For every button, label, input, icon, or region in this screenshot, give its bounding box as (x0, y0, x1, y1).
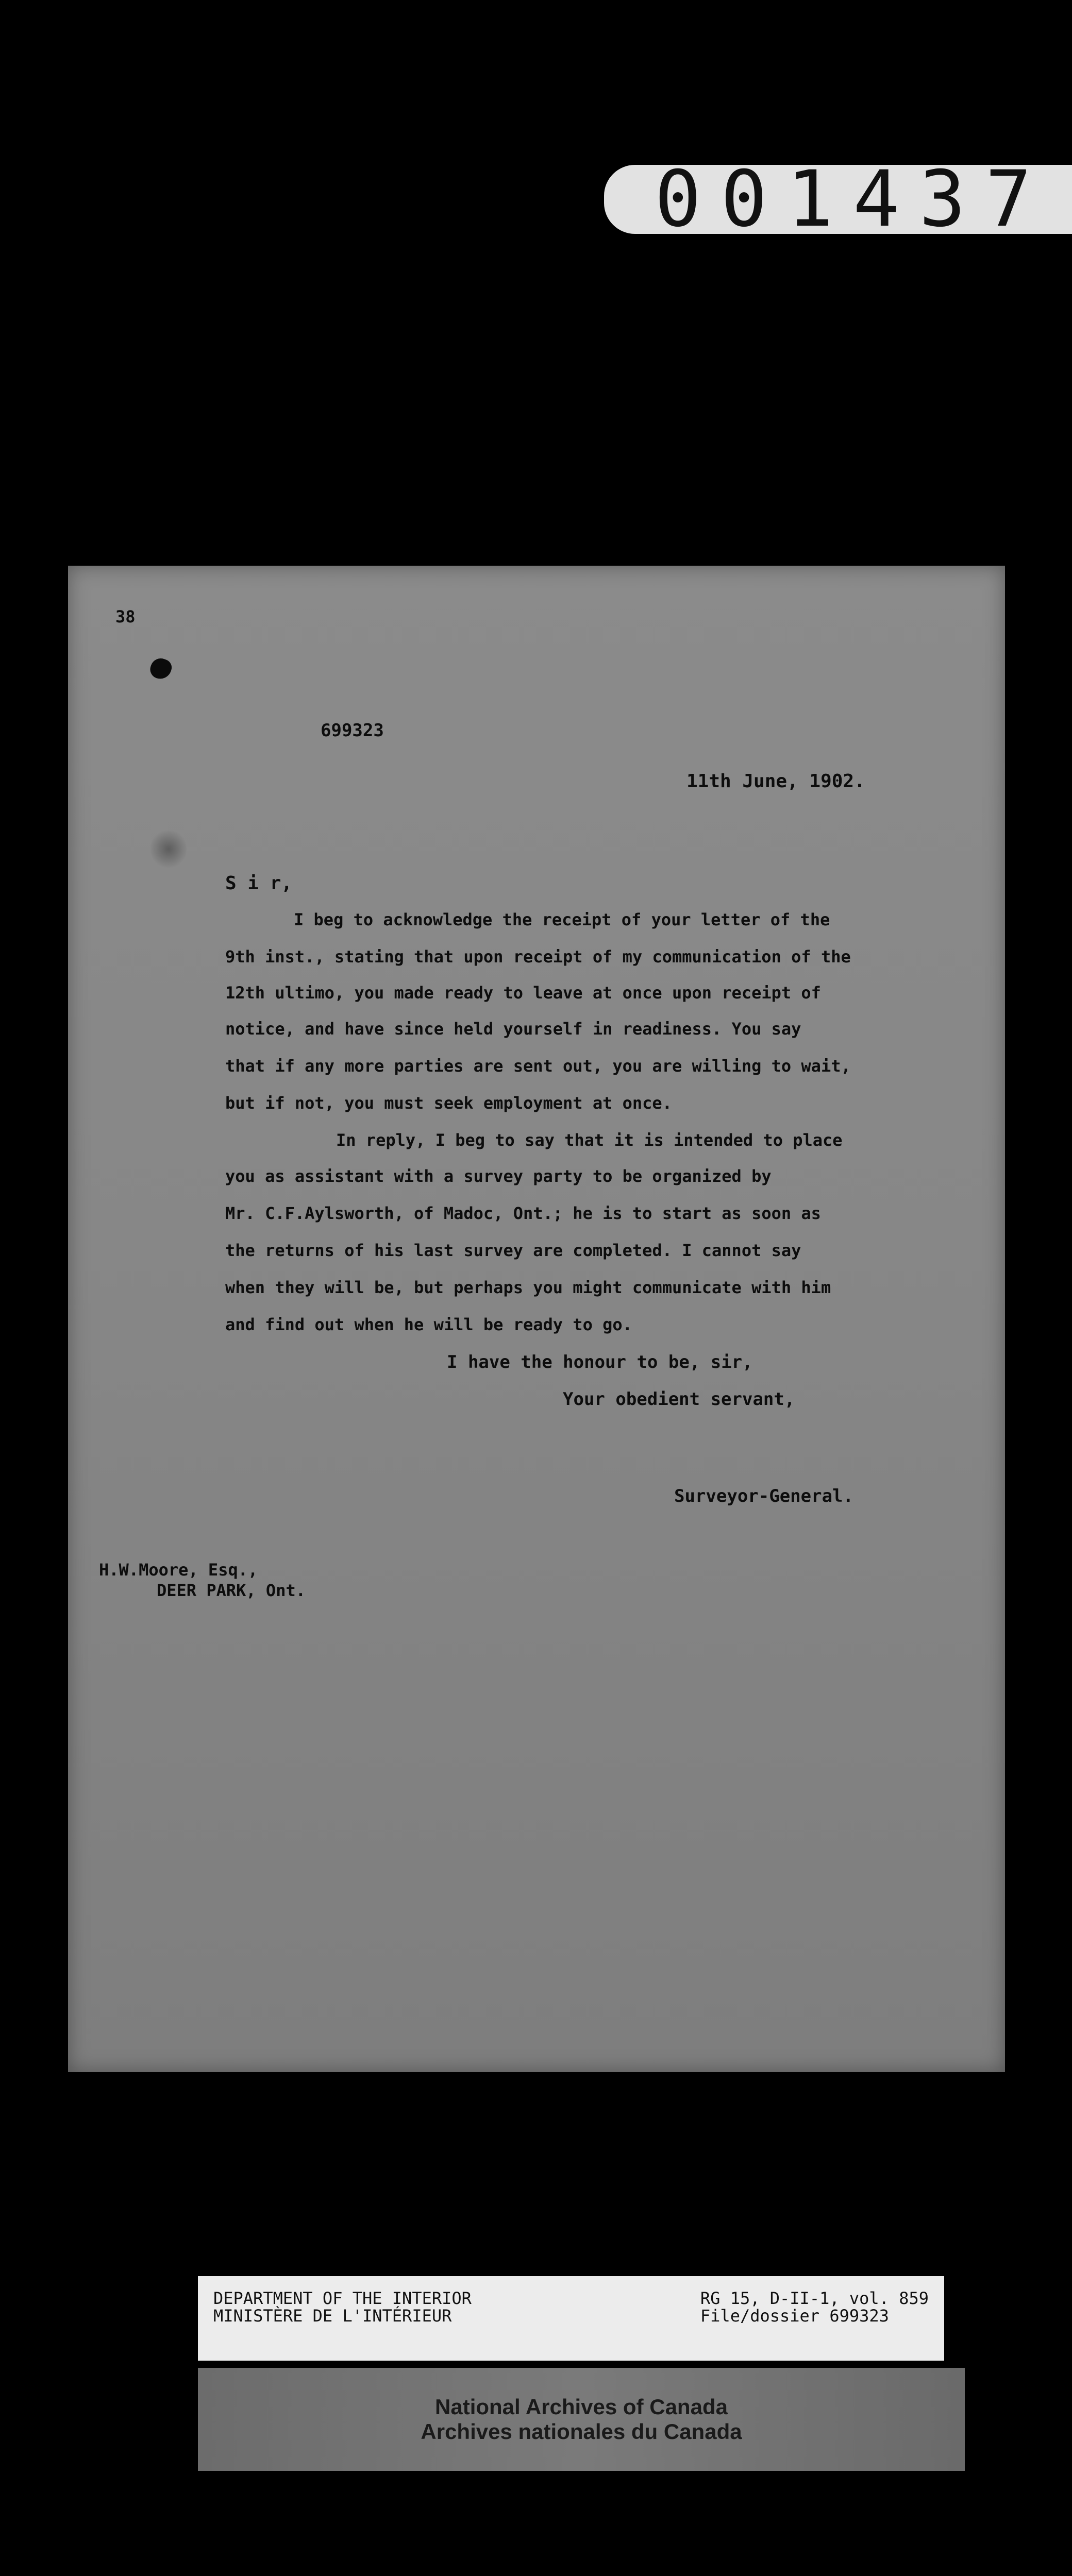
file-number: 699323 (321, 720, 384, 741)
file-dossier: File/dossier 699323 (700, 2306, 889, 2326)
closing-line: Your obedient servant, (563, 1389, 795, 1410)
page-number: 38 (115, 607, 136, 626)
body-line: and find out when he will be ready to go. (225, 1315, 632, 1334)
body-line: when they will be, but perhaps you might communicate with him (225, 1278, 831, 1297)
body-line: In reply, I beg to say that it is intended to place (336, 1130, 843, 1150)
record-group-reference: RG 15, D-II-1, vol. 859 (700, 2289, 929, 2308)
body-line: you as assistant with a survey party to be organized by (225, 1166, 772, 1186)
department-french: MINISTÈRE DE L'INTÉRIEUR (213, 2306, 452, 2326)
ink-blot (147, 655, 174, 682)
address-line: DEER PARK, Ont. (157, 1581, 306, 1600)
archives-name-english: National Archives of Canada (435, 2395, 728, 2419)
body-line: but if not, you must seek employment at once. (225, 1093, 672, 1113)
salutation: S i r, (225, 873, 293, 894)
body-line: notice, and have since held yourself in readiness. You say (225, 1019, 801, 1039)
address-line: H.W.Moore, Esq., (99, 1560, 258, 1580)
ink-smudge (150, 828, 187, 870)
archives-name-french: Archives nationales du Canada (421, 2419, 742, 2444)
closing-line: I have the honour to be, sir, (447, 1352, 753, 1372)
body-line: that if any more parties are sent out, you are willing to wait, (225, 1056, 851, 1076)
body-line: 12th ultimo, you made ready to leave at once upon receipt of (225, 983, 821, 1003)
body-line: I beg to acknowledge the receipt of your letter of the (294, 910, 830, 929)
department-english: DEPARTMENT OF THE INTERIOR (213, 2289, 472, 2308)
frame-number-label (604, 155, 1072, 244)
letter-page (68, 566, 1005, 2072)
body-line: 9th inst., stating that upon receipt of my communication of the (225, 947, 851, 967)
archive-reference-label (198, 2276, 944, 2361)
frame-number: 001437 (655, 155, 1051, 244)
letter-date: 11th June, 1902. (686, 771, 865, 792)
archives-banner (198, 2368, 965, 2471)
body-line: Mr. C.F.Aylsworth, of Madoc, Ont.; he is to start as soon as (225, 1204, 821, 1223)
body-line: the returns of his last survey are completed. I cannot say (225, 1241, 801, 1260)
signature: Surveyor-General. (674, 1486, 853, 1506)
